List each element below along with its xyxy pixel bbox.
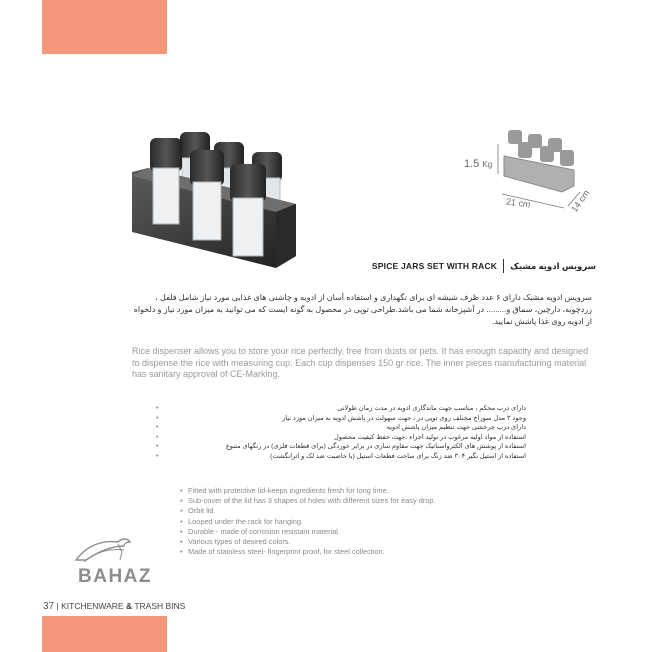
- footer-separator: |: [56, 601, 59, 611]
- footer-section-1: KITCHENWARE: [61, 601, 124, 611]
- bullet: •: [156, 433, 159, 441]
- feature-en-text: Various types of desired colors.: [188, 537, 291, 547]
- accent-block-bottom: [42, 616, 167, 652]
- feature-en-text: Sub-cover of the lid has 3 shapes of holes with different sizes for easy drop.: [188, 496, 436, 506]
- feature-fa-item: [156, 414, 530, 424]
- brand-logo: BAHAZ: [78, 566, 152, 587]
- product-image: [126, 128, 306, 270]
- footer-ampersand: &: [125, 601, 133, 611]
- feature-fa-item: [156, 442, 530, 452]
- title-en: SPICE JARS SET WITH RACK: [371, 261, 498, 271]
- weight-value: 1.5: [464, 158, 480, 170]
- weight-label: [464, 158, 492, 170]
- feature-fa-item: [156, 404, 530, 414]
- bird-logo-icon: [74, 530, 132, 566]
- bullet: •: [180, 547, 183, 557]
- feature-en-item: [180, 517, 436, 527]
- footer-section-2: TRASH BINS: [134, 601, 186, 611]
- feature-fa-item: [156, 433, 530, 443]
- weight-unit: Kg: [482, 160, 493, 169]
- feature-fa-text: استفاده از مواد اولیه مرغوب در تولید اجزاء ،جهت حفظ کیفیت محصول: [333, 433, 526, 441]
- product-title: [372, 259, 596, 273]
- bullet: •: [156, 424, 159, 432]
- feature-fa-item: [156, 423, 530, 433]
- feature-en-item: [180, 547, 436, 557]
- feature-en-text: Made of stainless steel- fingerprint proof, for steel collection.: [188, 547, 385, 557]
- depth-label: 14 cm: [569, 188, 592, 214]
- page-number: 37: [43, 601, 55, 612]
- title-fa: سرویس ادویه مشبک: [510, 260, 596, 271]
- title-separator: [503, 259, 504, 273]
- bullet: •: [156, 452, 159, 460]
- bullet: •: [180, 506, 183, 516]
- bullet: •: [156, 414, 159, 422]
- feature-en-item: [180, 506, 436, 516]
- feature-en-item: [180, 496, 436, 506]
- bullet: •: [180, 516, 183, 526]
- feature-fa-text: وجود ۳ مدل سوراخ مختلف روی توپی در ، جهت سهولت در پاشش ادویه به میزان مورد نیاز: [282, 414, 526, 422]
- width-label: 21 cm: [505, 196, 532, 210]
- feature-en-item: [180, 486, 436, 496]
- feature-en-item: [180, 537, 436, 547]
- description-en: Rice dispenser allows you to store your rice perfectly, free from dusts or pets. It has enough capacity and designed to dispense the rice with measuring cup. Each cup dispenses 150 gr rice. The inner pieces manufacturing material has sanitary approval of CE-Marking.: [132, 346, 589, 379]
- feature-en-text: Fitted with protective lid-keeps ingredients fresh for long time.: [188, 486, 389, 495]
- feature-en-text: Durable - made of corrosion resistant material.: [188, 526, 340, 536]
- accent-block-top: [42, 0, 167, 54]
- features-fa-list: [156, 404, 530, 462]
- feature-en-item: [180, 527, 436, 537]
- dimension-drawing: [462, 124, 602, 224]
- bullet: •: [156, 443, 159, 451]
- feature-en-text: Orbit lid.: [188, 506, 216, 516]
- feature-fa-text: دارای درب محکم ، مناسب جهت ماندگاری ادویه در مدت زمان طولانی: [337, 405, 526, 412]
- footer: [43, 601, 185, 612]
- bullet: •: [156, 405, 159, 412]
- features-en-list: [180, 486, 436, 557]
- feature-en-text: Looped under the rack for hanging.: [188, 516, 304, 526]
- bullet: •: [180, 526, 183, 536]
- description-fa: سرویس ادویه مشبک دارای ۶ عدد ظرف شیشه ای برای نگهداری و استفاده آسان از ادویه و چاشنی های غذایی مورد نیاز شامل فلفل ، زردچوبه، دارچین، سماق و......... در آشپزخانه شما می باشد.طراحی توپی در محصول به گونه ایست که می توانید به میزان مورد نیاز و دلخواه از ادویه روی غذا پاشش نمایید.: [133, 293, 592, 326]
- bullet: •: [180, 496, 183, 506]
- feature-fa-text: دارای درب چرخشی جهت تنظیم میزان پاشش ادویه: [386, 424, 526, 432]
- feature-fa-text: استفاده از استیل نگیر ۳۰۴ ضد زنگ برای ساخت قطعات استیل (با خاصیت ضد لک و اثرانگشت): [270, 452, 526, 460]
- bullet: •: [180, 486, 183, 495]
- feature-fa-text: استفاده از پوشش های الکترواستاتیک جهت مقاوم سازی در برابر خوردگی (برای قطعات فلزی) در رنگهای متنوع: [225, 443, 526, 451]
- feature-fa-item: [156, 452, 530, 462]
- bullet: •: [180, 537, 183, 547]
